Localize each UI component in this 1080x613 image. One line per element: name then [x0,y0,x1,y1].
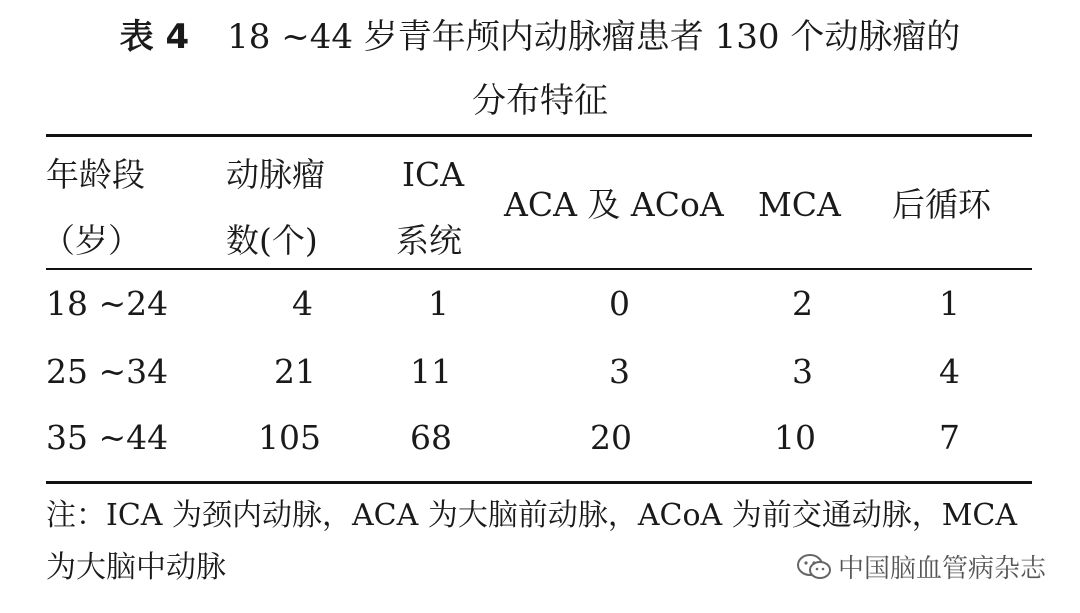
table-row-3-ica: 68 [410,418,452,457]
header-ica-system [396,142,464,274]
table-row-3-aca: 20 [590,418,632,457]
table-row-2-ica: 11 [410,352,452,391]
header-aca-acoa: ACA 及 ACoA [504,185,724,224]
table-title-line2: 分布特征 [472,81,608,121]
watermark-text: 中国脑血管病杂志 [837,554,1046,584]
header-age-group-line1: 年龄段 [46,155,145,194]
table-row-1-ica: 1 [428,284,449,323]
table-row-3-posterior: 7 [939,418,960,457]
header-ica-system-line2: 系统 [396,221,462,260]
table-row-3-mca: 10 [774,418,816,457]
table-footnote-line2: 为大脑中动脉 [46,550,226,585]
table-row-2-age: 25 ~34 [46,352,169,391]
table-bottom-rule [46,481,1032,484]
table-row-1-count: 4 [292,284,313,323]
table-title [0,12,1080,126]
table-row-1-aca: 0 [609,284,630,323]
table-row-1-mca: 2 [792,284,813,323]
table-row-3-count: 105 [258,418,321,457]
table-row-1-age: 18 ~24 [46,284,169,323]
header-aneurysm-count-line1: 动脉瘤 [226,155,325,194]
table-row-2-aca: 3 [609,352,630,391]
header-aneurysm-count [226,142,325,274]
header-mca: MCA [758,185,841,224]
table-row-2-posterior: 4 [939,352,960,391]
header-age-group [42,142,145,274]
header-ica-system-line1: ICA [402,155,465,194]
watermark [796,548,1046,585]
table-row-3-age: 35 ~44 [46,418,169,457]
table-top-rule [46,134,1032,137]
header-aneurysm-count-line2: 数(个) [226,221,318,260]
table-header-rule [46,268,1032,270]
header-age-group-line2: （岁） [42,221,141,260]
table-row-1-posterior: 1 [939,284,960,323]
table-title-text: 18 ~44 岁青年颅内动脉瘤患者 130 个动脉瘤的 [227,17,961,57]
wechat-icon [796,553,832,581]
table-row-2-count: 21 [274,352,316,391]
table-title-line1 [0,12,1080,62]
table-label: 表 4 [119,17,190,57]
header-posterior-circulation: 后循环 [892,185,991,224]
table-row-2-mca: 3 [792,352,813,391]
table-footnote-line1: 注：ICA 为颈内动脉，ACA 为大脑前动脉，ACoA 为前交通动脉，MCA [46,498,1018,533]
